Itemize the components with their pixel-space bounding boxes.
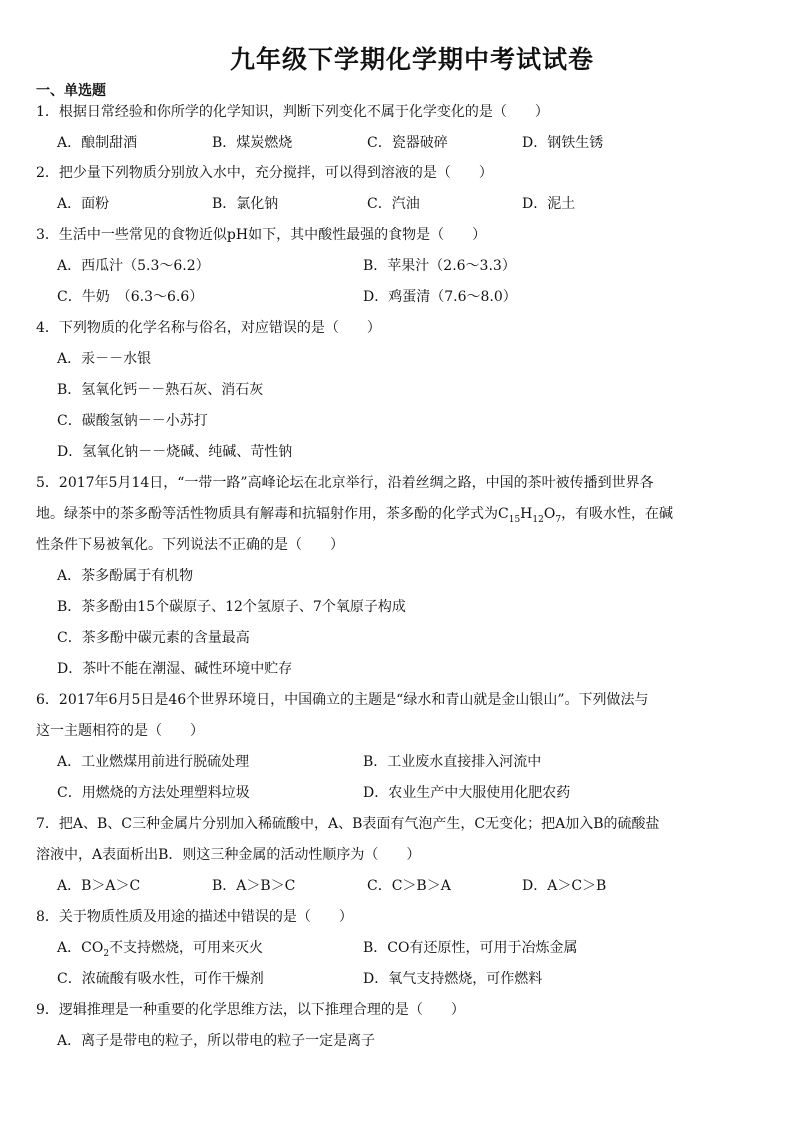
question-7 <box>36 814 758 896</box>
question-3-option-c: C．牛奶 （6.3～6.6） <box>57 289 204 305</box>
question-7-stem-line-1: 7．把A、B、C三种金属片分别加入稀硫酸中，A、B表面有气泡产生，C无变化；把A加入B的硫酸盐 <box>36 816 660 832</box>
question-3-stem: 3．生活中一些常见的食物近似pH如下，其中酸性最强的食物是（ ） <box>36 227 487 243</box>
question-3-option-d: D．鸡蛋清（7.6～8.0） <box>363 289 517 305</box>
question-7-option-b: B．A＞B＞C <box>212 878 296 894</box>
question-5-option-b: B．茶多酚由15个碳原子、12个氢原子、7个氧原子构成 <box>57 599 406 615</box>
question-2-option-a: A．面粉 <box>57 196 110 212</box>
question-4-option-d: D．氢氧化钠－－烧碱、纯碱、苛性钠 <box>57 444 293 460</box>
question-4-option-b: B．氢氧化钙－－熟石灰、消石灰 <box>57 382 264 398</box>
question-6-option-c: C．用燃烧的方法处理塑料垃圾 <box>57 785 250 801</box>
question-1-stem: 1．根据日常经验和你所学的化学知识，判断下列变化不属于化学变化的是（ ） <box>36 104 549 120</box>
question-2-stem: 2．把少量下列物质分别放入水中，充分搅拌，可以得到溶液的是（ ） <box>36 165 493 181</box>
question-6-stem-line-2: 这一主题相符的是（ ） <box>36 723 204 739</box>
question-1-option-d: D．钢铁生锈 <box>522 135 604 151</box>
question-9 <box>36 1000 758 1051</box>
question-7-option-a: A．B＞A＞C <box>57 878 141 894</box>
question-1-option-b: B．煤炭燃烧 <box>212 135 293 151</box>
question-list <box>36 102 758 1062</box>
question-5-option-a: A．茶多酚属于有机物 <box>57 568 194 584</box>
question-2-option-b: B．氯化钠 <box>212 196 279 212</box>
section-heading: 一、单选题 <box>36 83 106 99</box>
question-5-stem-line-1: 5．2017年5月14日，“一带一路”高峰论坛在北京举行，沿着丝绸之路，中国的茶叶被传播到世界各 <box>36 475 654 491</box>
question-6 <box>36 690 758 803</box>
question-6-stem-line-1: 6．2017年6月5日是46个世界环境日，中国确立的主题是“绿水和青山就是金山银山”。下列做法与 <box>36 692 649 708</box>
question-5 <box>36 473 758 679</box>
question-8-option-a: A．$CO_2$不支持燃烧，可用来灭火 <box>57 940 264 959</box>
question-7-option-d: D．A＞C＞B <box>522 878 607 894</box>
question-3-option-a: A．西瓜汁（5.3～6.2） <box>57 258 210 274</box>
question-5-stem-line-2: 地。绿茶中的茶多酚等活性物质具有解毒和抗辐射作用，茶多酚的化学式为$C_{15}H_{12}O_7$，有吸水性，在碱 <box>36 506 674 525</box>
question-1-option-c: C．瓷器破碎 <box>367 135 448 151</box>
question-2-option-c: C．汽油 <box>367 196 420 212</box>
question-4 <box>36 318 758 462</box>
question-1 <box>36 102 758 153</box>
question-8-option-d: D．氧气支持燃烧，可作燃料 <box>363 971 543 987</box>
question-4-stem: 4．下列物质的化学名称与俗名，对应错误的是（ ） <box>36 320 381 336</box>
question-7-stem-line-2: 溶液中，A表面析出B．则这三种金属的活动性顺序为（ ） <box>36 847 421 863</box>
question-3 <box>36 225 758 307</box>
question-5-option-c: C．茶多酚中碳元素的含量最高 <box>57 630 250 646</box>
question-7-option-c: C．C＞B＞A <box>367 878 451 894</box>
question-1-option-a: A．酿制甜酒 <box>57 135 138 151</box>
question-2-option-d: D．泥土 <box>522 196 576 212</box>
question-4-option-a: A．汞－－水银 <box>57 351 152 367</box>
question-8-stem: 8．关于物质性质及用途的描述中错误的是（ ） <box>36 909 353 925</box>
question-6-option-a: A．工业燃煤用前进行脱硫处理 <box>57 754 250 770</box>
question-5-option-d: D．茶叶不能在潮湿、碱性环境中贮存 <box>57 661 293 677</box>
question-8-option-c: C．浓硫酸有吸水性，可作干燥剂 <box>57 971 264 987</box>
question-2 <box>36 163 758 214</box>
question-3-option-b: B．苹果汁（2.6～3.3） <box>363 258 516 274</box>
chemical-formula: $C_{15}H_{12}O_7$ <box>498 506 562 525</box>
question-4-option-c: C．碳酸氢钠－－小苏打 <box>57 413 208 429</box>
question-5-stem-line-3: 性条件下易被氧化。下列说法不正确的是（ ） <box>36 537 344 553</box>
exam-title: 九年级下学期化学期中考试试卷 <box>229 45 594 74</box>
question-6-option-b: B．工业废水直接排入河流中 <box>363 754 542 770</box>
question-8 <box>36 907 758 989</box>
question-6-option-d: D．农业生产中大服使用化肥农药 <box>363 785 571 801</box>
question-8-option-b: B．CO有还原性，可用于冶炼金属 <box>363 940 578 956</box>
question-9-stem: 9．逻辑推理是一种重要的化学思维方法，以下推理合理的是（ ） <box>36 1002 465 1018</box>
question-9-option-a: A．离子是带电的粒子，所以带电的粒子一定是离子 <box>57 1033 376 1049</box>
